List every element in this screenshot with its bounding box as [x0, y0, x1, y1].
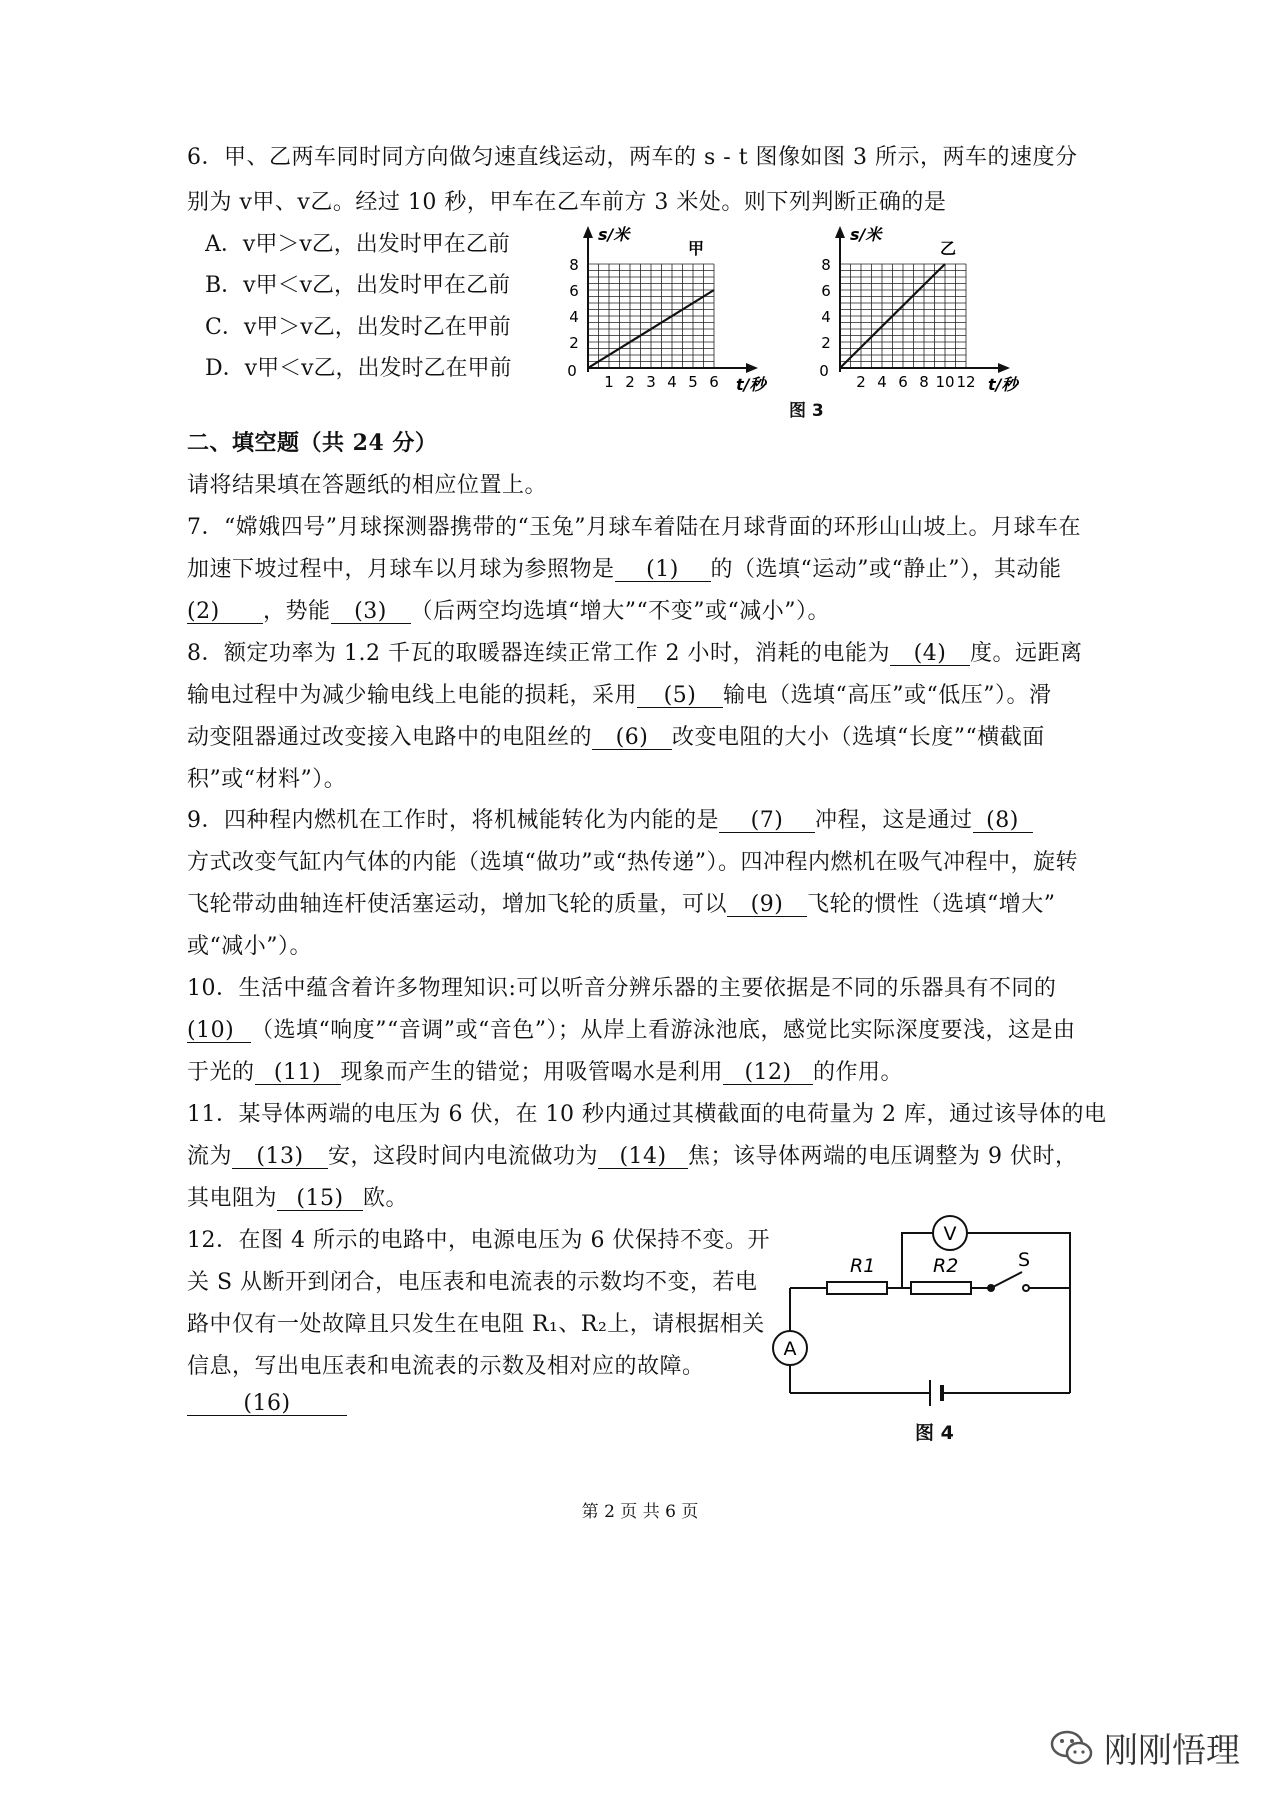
section2-heading: 二、填空题（共 24 分） — [187, 430, 438, 456]
q6-option-d: D．v甲＜v乙，出发时乙在甲前 — [205, 356, 512, 381]
blank-1: (1) — [615, 558, 711, 582]
x-tick-label: 12 — [956, 373, 976, 391]
y-tick-label: 2 — [569, 334, 579, 352]
blank-7: (7) — [719, 809, 815, 833]
q9-line4: 或“减小”）。 — [187, 934, 312, 959]
x-axis-label: t/秒 — [988, 375, 1018, 394]
chart-yi — [800, 218, 1060, 398]
x-tick-label: 6 — [709, 373, 719, 391]
figure-4-caption: 图 4 — [915, 1422, 954, 1444]
chart-title: 乙 — [939, 239, 957, 258]
blank-10: (10) — [187, 1019, 251, 1043]
switch-label: S — [1018, 1249, 1031, 1271]
x-tick-label: 4 — [877, 373, 887, 391]
q11-text: 安，这段时间内电流做功为 — [328, 1144, 599, 1169]
q7-line3 — [187, 594, 830, 625]
blank-6: (6) — [592, 726, 672, 750]
blank-11: (11) — [255, 1061, 341, 1085]
x-tick-label: 2 — [856, 373, 866, 391]
q9-text: 冲程，这是通过 — [815, 808, 973, 833]
blank-14: (14) — [598, 1145, 688, 1169]
chart-title: 甲 — [687, 239, 705, 258]
q9-line1 — [187, 803, 1033, 834]
q12-line1: 12．在图 4 所示的电路中，电源电压为 6 伏保持不变。开 — [187, 1228, 770, 1253]
q10-text: （选填“响度”“音调”或“音色”）；从岸上看游泳池底，感觉比实际深度要浅，这是由 — [251, 1018, 1076, 1043]
q12-line4: 信息，写出电压表和电流表的示数及相对应的故障。 — [187, 1354, 705, 1379]
q7-line2 — [187, 552, 1062, 583]
blank-15: (15) — [277, 1187, 363, 1211]
switch-s — [991, 1272, 1022, 1288]
y-axis-arrow — [835, 226, 845, 238]
r1-label: R1 — [850, 1255, 876, 1277]
q12-line3: 路中仅有一处故障且只发生在电阻 R₁、R₂上，请根据相关 — [187, 1312, 765, 1337]
q10-line1: 10．生活中蕴含着许多物理知识:可以听音分辨乐器的主要依据是不同的乐器具有不同的 — [187, 976, 1057, 1001]
q12-line2: 关 S 从断开到闭合，电压表和电流表的示数均不变，若电 — [187, 1270, 758, 1295]
q11-text: 流为 — [187, 1144, 233, 1169]
x-tick-label: 3 — [646, 373, 656, 391]
y-tick-label: 8 — [569, 256, 579, 274]
watermark-text: 刚刚悟理 — [1104, 1731, 1240, 1771]
q8-line3 — [187, 720, 1045, 751]
page-number: 第 2 页 共 6 页 — [581, 1502, 699, 1522]
q8-line2 — [187, 678, 1052, 709]
q8-text: 输电过程中为减少输电线上电能的损耗，采用 — [187, 683, 638, 708]
q8-text: 8．额定功率为 1.2 千瓦的取暖器连续正常工作 2 小时，消耗的电能为 — [187, 641, 890, 666]
y-tick-label: 6 — [569, 282, 579, 300]
q10-text: 于光的 — [187, 1060, 255, 1085]
blank-2: (2) — [187, 600, 263, 624]
q7-line1: 7．“嫦娥四号”月球探测器携带的“玉兔”月球车着陆在月球背面的环形山山坡上。月球车在 — [187, 515, 1081, 540]
q9-line3 — [187, 887, 1056, 918]
q10-line3 — [187, 1055, 903, 1086]
blank-5: (5) — [637, 684, 723, 708]
blank-16: (16) — [187, 1392, 347, 1416]
q9-line2: 方式改变气缸内气体的内能（选填“做功”或“热传递”）。四冲程内燃机在吸气冲程中，旋转 — [187, 850, 1078, 875]
q7-text: （后两空均选填“增大”“不变”或“减小”）。 — [410, 599, 830, 624]
q8-text: 动变阻器通过改变接入电路中的电阻丝的 — [187, 725, 593, 750]
origin-label: 0 — [819, 362, 829, 380]
q7-text: ，势能 — [263, 599, 331, 624]
blank-3: (3) — [331, 600, 411, 624]
q6-option-a: A．v甲＞v乙，出发时甲在乙前 — [205, 232, 510, 257]
q7-text: 的（选填“运动”或“静止”），其动能 — [710, 557, 1062, 582]
watermark — [1050, 1723, 1240, 1772]
q6-option-b: B．v甲＜v乙，出发时甲在乙前 — [205, 273, 511, 298]
q7-text: 加速下坡过程中，月球车以月球为参照物是 — [187, 557, 615, 582]
q8-line1 — [187, 636, 1082, 667]
circuit-diagram — [770, 1210, 1090, 1410]
q8-text: 度。远距离 — [969, 641, 1083, 666]
q11-line3 — [187, 1181, 408, 1212]
x-tick-label: 8 — [919, 373, 929, 391]
q11-line2 — [187, 1139, 1078, 1170]
q6-option-c: C．v甲＞v乙，出发时乙在甲前 — [205, 315, 511, 340]
origin-label: 0 — [567, 362, 577, 380]
blank-8: (8) — [973, 809, 1033, 833]
section2-instruction: 请将结果填在答题纸的相应位置上。 — [187, 473, 548, 498]
q11-text: 欧。 — [363, 1186, 409, 1211]
x-tick-label: 4 — [667, 373, 677, 391]
x-tick-label: 10 — [935, 373, 955, 391]
x-axis-arrow — [998, 363, 1010, 373]
chart-jia — [548, 218, 778, 398]
y-axis-arrow — [583, 226, 593, 238]
q6-line2: 别为 v甲、v乙。经过 10 秒，甲车在乙车前方 3 米处。则下列判断正确的是 — [187, 190, 947, 215]
resistor-r2 — [911, 1282, 971, 1294]
q10-text: 现象而产生的错觉；用吸管喝水是利用 — [340, 1060, 724, 1085]
q11-line1: 11．某导体两端的电压为 6 伏，在 10 秒内通过其横截面的电荷量为 2 库，通过该导体的电 — [187, 1102, 1107, 1127]
wechat-icon — [1050, 1729, 1094, 1767]
blank-13: (13) — [232, 1145, 328, 1169]
blank-9: (9) — [727, 893, 807, 917]
x-tick-label: 1 — [604, 373, 614, 391]
y-tick-label: 6 — [821, 282, 831, 300]
blank-4: (4) — [890, 642, 970, 666]
x-tick-label: 5 — [688, 373, 698, 391]
y-tick-label: 8 — [821, 256, 831, 274]
q8-line4: 积”或“材料”）。 — [187, 767, 347, 792]
y-axis-label: s/米 — [598, 225, 630, 244]
resistor-r1 — [827, 1282, 887, 1294]
y-tick-label: 4 — [569, 308, 579, 326]
q11-text: 焦；该导体两端的电压调整为 9 伏时， — [688, 1144, 1078, 1169]
q6-line1: 6．甲、乙两车同时同方向做匀速直线运动，两车的 s - t 图像如图 3 所示，两车的速度分 — [187, 145, 1078, 170]
q10-line2 — [187, 1013, 1076, 1044]
q8-text: 输电（选填“高压”或“低压”）。滑 — [723, 683, 1052, 708]
voltmeter-label: V — [943, 1223, 957, 1245]
r2-label: R2 — [933, 1255, 959, 1277]
figure-3-caption: 图 3 — [789, 401, 824, 421]
q12-answer-line — [187, 1391, 347, 1416]
x-tick-label: 6 — [898, 373, 908, 391]
y-axis-label: s/米 — [850, 225, 882, 244]
x-axis-arrow — [746, 363, 758, 373]
q11-text: 其电阻为 — [187, 1186, 278, 1211]
x-tick-label: 2 — [625, 373, 635, 391]
q10-text: 的作用。 — [813, 1060, 904, 1085]
y-tick-label: 4 — [821, 308, 831, 326]
q9-text: 飞轮带动曲轴连杆使活塞运动，增加飞轮的质量，可以 — [187, 892, 728, 917]
q9-text: 9．四种程内燃机在工作时，将机械能转化为内能的是 — [187, 808, 719, 833]
q9-text: 飞轮的惯性（选填“增大” — [807, 892, 1056, 917]
q8-text: 改变电阻的大小（选填“长度”“横截面 — [672, 725, 1045, 750]
blank-12: (12) — [723, 1061, 813, 1085]
x-axis-label: t/秒 — [736, 375, 766, 394]
y-tick-label: 2 — [821, 334, 831, 352]
ammeter-label: A — [783, 1338, 797, 1360]
